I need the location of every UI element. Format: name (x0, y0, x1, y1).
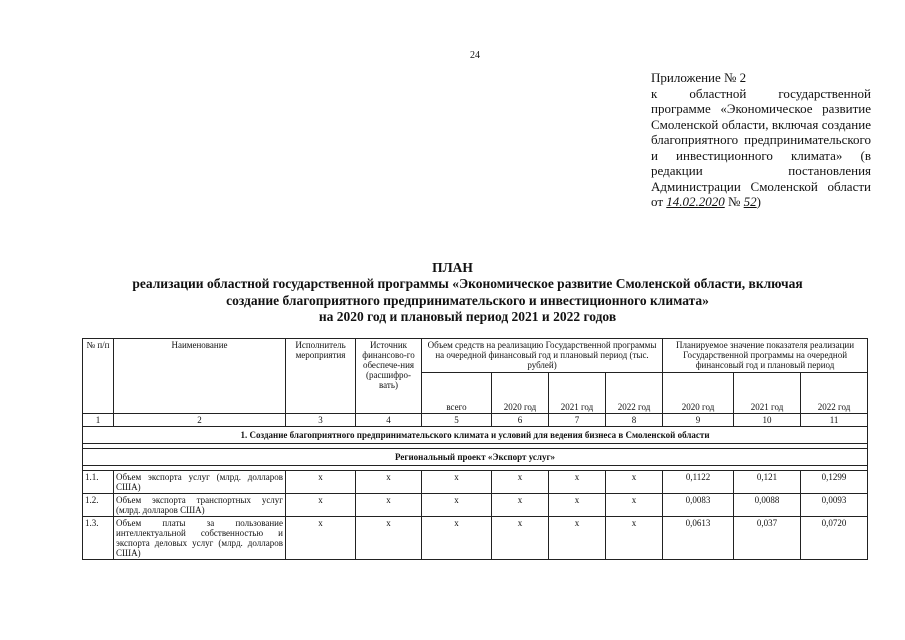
column-number: 9 (663, 414, 734, 427)
header-num: № п/п (83, 339, 114, 414)
appendix-number: 52 (743, 194, 757, 209)
appendix-block: Приложение № 2 к областной государственной программе «Экономическое развитие Смоленской области, включая создание благоприятного предпринимательского и инвестиционного климата» (в редакции постановления Администрации Смоленской области от 14.02.2020 № 52) (651, 70, 871, 209)
column-number: 1 (83, 414, 114, 427)
header-indicator-2021: 2021 год (734, 373, 801, 414)
column-number: 11 (801, 414, 868, 427)
header-funds: Объем средств на реализацию Государственной программы на очередной финансовый год и плановый период (тыс. рублей) (422, 339, 663, 373)
row-executor: х (286, 494, 356, 517)
row-indicator-2022: 0,0720 (801, 517, 868, 560)
row-source: х (356, 471, 422, 494)
header-funds-2022: 2022 год (606, 373, 663, 414)
row-2022: х (606, 471, 663, 494)
row-2020: х (492, 517, 549, 560)
row-indicator-2021: 0,0088 (734, 494, 801, 517)
column-number: 7 (549, 414, 606, 427)
page-number: 24 (470, 50, 480, 61)
row-indicator-2021: 0,037 (734, 517, 801, 560)
header-funds-total: всего (422, 373, 492, 414)
row-num: 1.3. (83, 517, 114, 560)
column-number: 2 (114, 414, 286, 427)
appendix-number-prefix: № (728, 194, 741, 209)
plan-subtitle (70, 276, 865, 326)
section-heading: 1. Создание благоприятного предпринимательского климата и условий для ведения бизнеса в Смоленской области (83, 427, 868, 444)
header-name: Наименование (114, 339, 286, 414)
row-total: х (422, 494, 492, 517)
row-num: 1.2. (83, 494, 114, 517)
column-number: 3 (286, 414, 356, 427)
header-funds-2021: 2021 год (549, 373, 606, 414)
table-row (83, 517, 868, 560)
row-indicator-2022: 0,1299 (801, 471, 868, 494)
project-row (83, 449, 868, 466)
header-indicator-2020: 2020 год (663, 373, 734, 414)
column-number: 8 (606, 414, 663, 427)
project-heading: Региональный проект «Экспорт услуг» (83, 449, 868, 466)
appendix-text: к областной государственной программе «Экономическое развитие Смоленской области, включая создание благоприятного предпринимательского и инвестиционного климата» (в редакции постановления Администрации Смоленской области от (651, 85, 871, 209)
row-indicator-2021: 0,121 (734, 471, 801, 494)
row-2020: х (492, 471, 549, 494)
table-row (83, 494, 868, 517)
appendix-date: 14.02.2020 (666, 194, 725, 209)
column-number: 4 (356, 414, 422, 427)
appendix-heading: Приложение № 2 (651, 70, 747, 85)
row-total: х (422, 471, 492, 494)
column-number: 10 (734, 414, 801, 427)
row-name: Объем экспорта услуг (млрд. долларов США) (114, 471, 286, 494)
row-source: х (356, 494, 422, 517)
plan-subtitle-line: создание благоприятного предпринимательского и инвестиционного климата» (226, 292, 709, 308)
column-number: 5 (422, 414, 492, 427)
row-2020: х (492, 494, 549, 517)
plan-subtitle-line: на 2020 год и плановый период 2021 и 2022 годов (318, 309, 617, 324)
row-2022: х (606, 517, 663, 560)
header-source: Источник финансово-го обеспече-ния (расшифро-вать) (356, 339, 422, 414)
plan-subtitle-line: реализации областной государственной программы «Экономическое развитие Смоленской области, включая (132, 276, 803, 291)
row-num: 1.1. (83, 471, 114, 494)
row-indicator-2020: 0,0613 (663, 517, 734, 560)
row-2021: х (549, 517, 606, 560)
column-number-row (83, 414, 868, 427)
row-name: Объем экспорта транспортных услуг (млрд. долларов США) (114, 494, 286, 517)
row-total: х (422, 517, 492, 560)
section-row (83, 427, 868, 444)
row-indicator-2020: 0,1122 (663, 471, 734, 494)
plan-table (82, 338, 868, 560)
header-indicator: Планируемое значение показателя реализации Государственной программы на очередной финансовый год и плановый период (663, 339, 868, 373)
column-number: 6 (492, 414, 549, 427)
row-name: Объем платы за пользование интеллектуальной собственностью и экспорта деловых услуг (млрд. долларов США) (114, 517, 286, 560)
row-2021: х (549, 471, 606, 494)
table-row (83, 471, 868, 494)
row-indicator-2020: 0,0083 (663, 494, 734, 517)
row-executor: х (286, 471, 356, 494)
header-funds-2020: 2020 год (492, 373, 549, 414)
plan-title: ПЛАН (432, 260, 473, 275)
row-source: х (356, 517, 422, 560)
header-row (83, 339, 868, 373)
row-2021: х (549, 494, 606, 517)
row-executor: х (286, 517, 356, 560)
header-indicator-2022: 2022 год (801, 373, 868, 414)
header-executor: Исполнитель мероприятия (286, 339, 356, 414)
row-indicator-2022: 0,0093 (801, 494, 868, 517)
row-2022: х (606, 494, 663, 517)
